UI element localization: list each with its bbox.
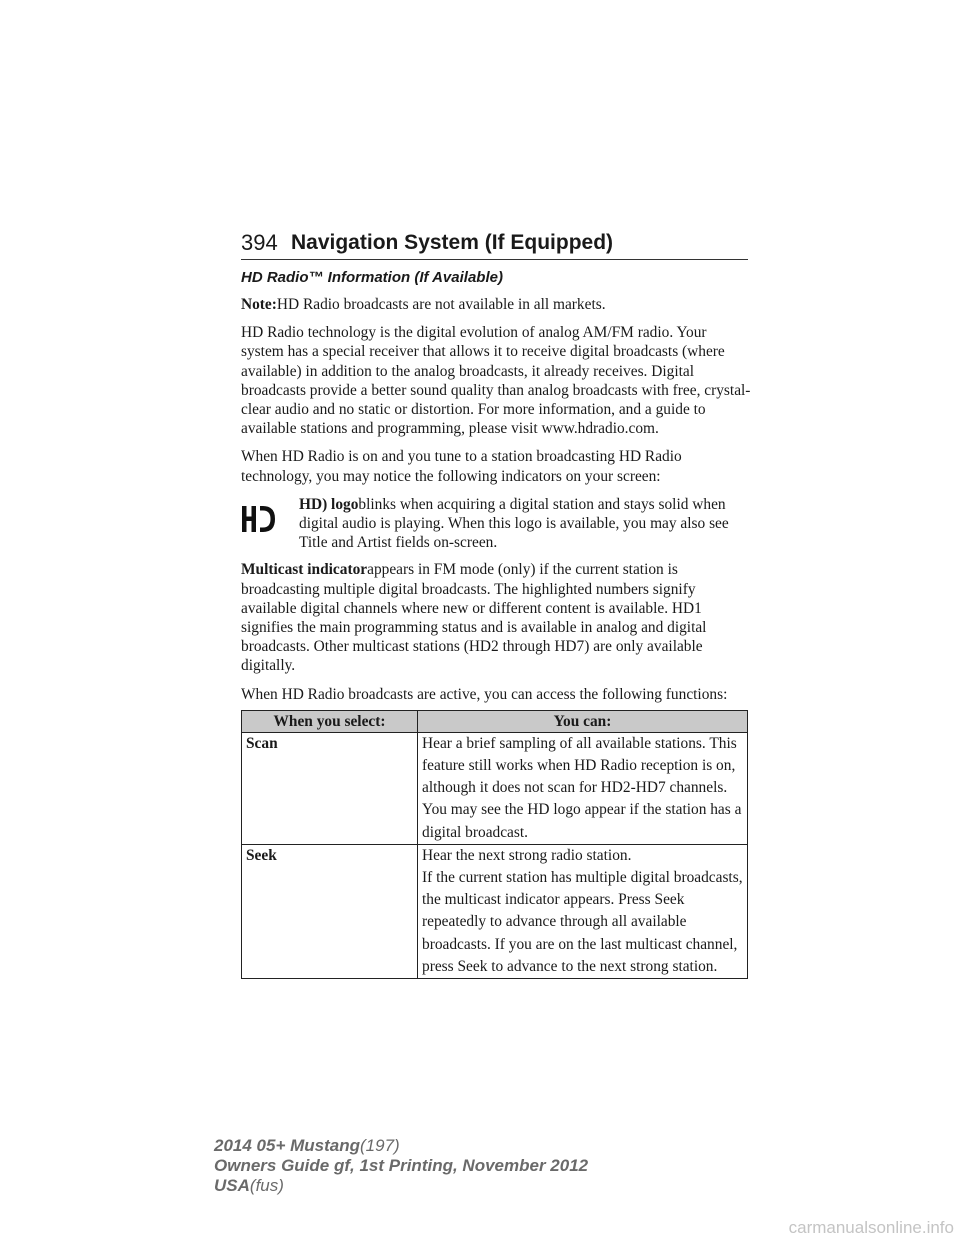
seek-description-2: If the current station has multiple digital broadcasts, the multicast indicator appears. Press Seek repeatedly to advance through all available broadcasts. If you are on the last multicast channel, press Seek to advance to the next strong station.	[422, 869, 743, 975]
section-title: HD Radio™ Information (If Available)	[241, 269, 503, 286]
page-content	[241, 268, 751, 979]
hd-logo-text: blinks when acquiring a digital station and stays solid when digital audio is playing. When this logo is available, you may also see Title and Artist fields on-screen.	[299, 495, 729, 552]
page-number: 394	[241, 230, 278, 255]
note-paragraph	[241, 295, 751, 314]
table-cell-can: Hear a brief sampling of all available stations. This feature still works when HD Radio reception is on, although it does not scan for HD2-HD7 channels. You may see the HD logo appear if the station has a digital broadcast.	[418, 732, 748, 844]
watermark: carmanualsonline.info	[788, 1218, 954, 1237]
table-cell-select	[242, 844, 418, 978]
table-header-row	[242, 710, 748, 732]
table-cell-select	[242, 732, 418, 844]
footer-market-code: (fus)	[249, 1176, 284, 1195]
intro-paragraph: HD Radio technology is the digital evolution of analog AM/FM radio. Your system has a special receiver that allows it to receive digital broadcasts (where available) in addition to the analog broadcasts, it already receives. Digital broadcasts provide a better sound quality than analog broadcasts with free, crystal-clear audio and no static or distortion. For more information, and a guide to available stations and programming, please visit www.hdradio.com.	[241, 324, 751, 438]
table-row	[242, 732, 748, 844]
hd-logo-indicator	[241, 495, 751, 553]
hd-logo-term: HD) logo	[299, 495, 359, 513]
chapter-title: Navigation System (If Equipped)	[291, 231, 614, 254]
page-header	[241, 228, 748, 260]
hd-radio-logo-icon	[241, 495, 299, 553]
seek-label: Seek	[246, 846, 277, 864]
footer-line-2: Owners Guide gf, 1st Printing, November 2012	[214, 1156, 589, 1175]
footer-line-1	[214, 1136, 588, 1156]
footer-line-3	[214, 1176, 588, 1196]
hd-logo-description	[299, 495, 751, 553]
table-header-select: When you select:	[242, 710, 418, 732]
indicators-paragraph: When HD Radio is on and you tune to a station broadcasting HD Radio technology, you may notice the following indicators on your screen:	[241, 448, 682, 485]
seek-description-1: Hear the next strong radio station.	[422, 846, 632, 864]
multicast-text: appears in FM mode (only) if the current station is broadcasting multiple digital broadcasts. The highlighted numbers signify available digital channels where new or different content is available. HD1 signifies the main programming status and is available in analog and digital broadcasts. Other multicast stations (HD2 through HD7) are only available digitally.	[241, 561, 707, 675]
table-header-can: You can:	[418, 710, 748, 732]
scan-label: Scan	[246, 734, 278, 752]
functions-paragraph: When HD Radio broadcasts are active, you can access the following functions:	[241, 685, 728, 703]
note-label: Note:	[241, 296, 277, 313]
print-footer	[214, 1136, 588, 1196]
functions-table	[241, 710, 748, 979]
note-text: HD Radio broadcasts are not available in all markets.	[276, 296, 606, 313]
footer-model: 2014 05+ Mustang	[214, 1136, 360, 1155]
multicast-term: Multicast indicator	[241, 561, 368, 579]
footer-model-code: (197)	[360, 1136, 400, 1155]
header-rule	[241, 259, 748, 260]
table-row	[242, 844, 748, 978]
table-cell-can	[418, 844, 748, 978]
footer-market: USA	[214, 1176, 250, 1195]
multicast-paragraph	[241, 560, 751, 675]
